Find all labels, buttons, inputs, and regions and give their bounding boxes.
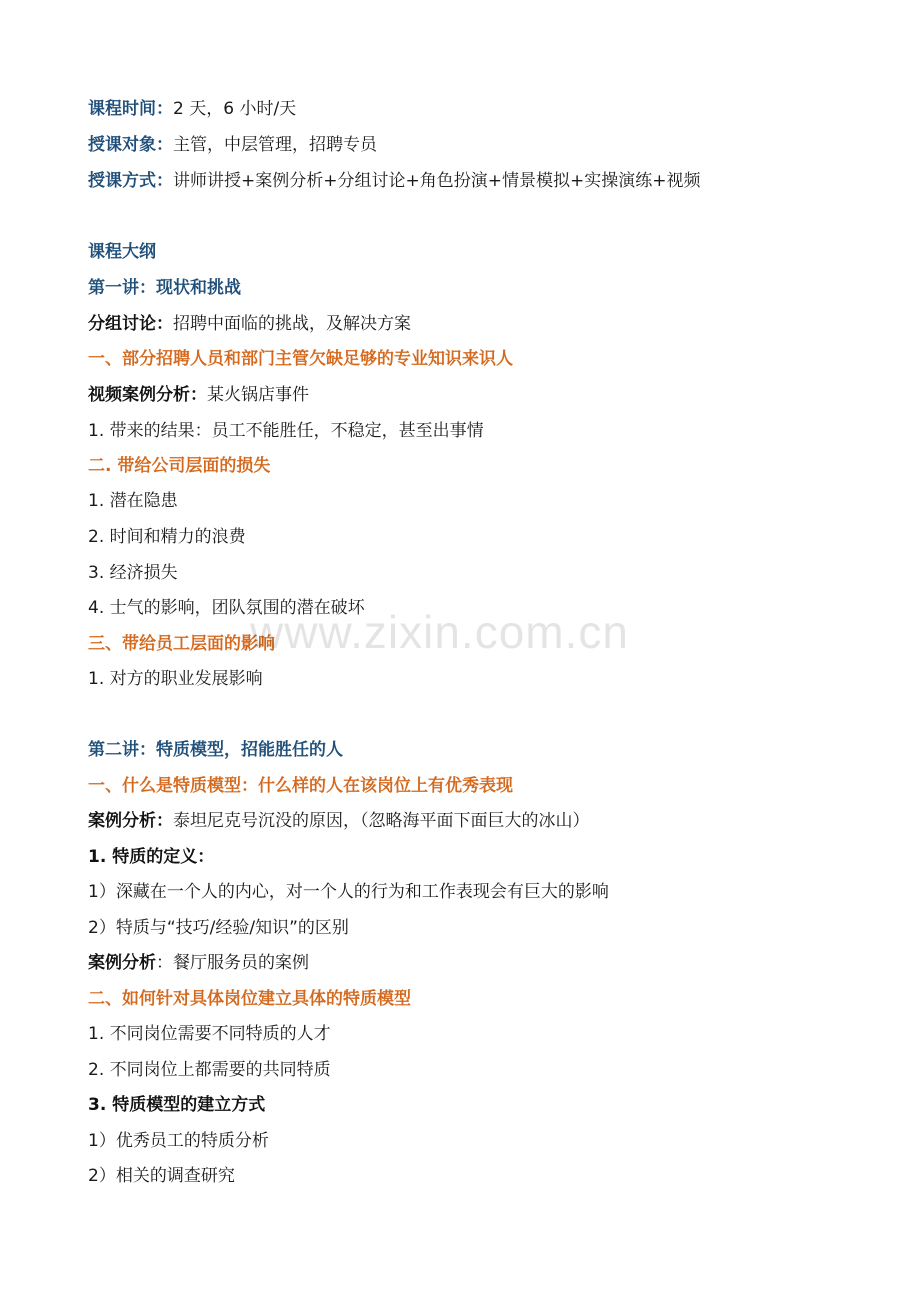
course-time-line bbox=[88, 98, 296, 120]
trait-model-build-heading: 3. 特质模型的建立方式 bbox=[88, 1095, 266, 1115]
list-item: 2. 不同岗位上都需要的共同特质 bbox=[88, 1060, 331, 1080]
group-discussion-label: 分组讨论： bbox=[88, 314, 173, 334]
case-analysis-label-2: 案例分析 bbox=[88, 953, 156, 973]
trait-definition-heading: 1. 特质的定义： bbox=[88, 847, 215, 867]
group-discussion-line bbox=[88, 313, 411, 335]
video-case-line bbox=[88, 384, 309, 406]
list-item: 4. 士气的影响，团队氛围的潜在破坏 bbox=[88, 598, 365, 618]
case-analysis-value: 泰坦尼克号沉没的原因，（忽略海平面下面巨大的冰山） bbox=[173, 811, 590, 831]
method-label: 授课方式： bbox=[88, 171, 173, 191]
audience-value: 主管，中层管理，招聘专员 bbox=[173, 135, 377, 155]
list-item: 1. 不同岗位需要不同特质的人才 bbox=[88, 1024, 331, 1044]
lecture2-section1-heading: 一、什么是特质模型：什么样的人在该岗位上有优秀表现 bbox=[88, 776, 513, 796]
list-item: 2）特质与“技巧/经验/知识”的区别 bbox=[88, 918, 349, 938]
lecture1-section3-heading: 三、带给员工层面的影响 bbox=[88, 634, 275, 654]
case-analysis-value-2: ：餐厅服务员的案例 bbox=[156, 953, 309, 973]
outline-title: 课程大纲 bbox=[88, 242, 156, 262]
lecture2-section2-heading: 二、如何针对具体岗位建立具体的特质模型 bbox=[88, 989, 411, 1009]
list-item: 1）优秀员工的特质分析 bbox=[88, 1131, 269, 1151]
case-analysis-label: 案例分析： bbox=[88, 811, 173, 831]
lecture1-section2-heading: 二. 带给公司层面的损失 bbox=[88, 456, 271, 476]
list-item: 3. 经济损失 bbox=[88, 563, 178, 583]
method-value: 讲师讲授+案例分析+分组讨论+角色扮演+情景模拟+实操演练+视频 bbox=[173, 171, 701, 191]
list-item: 2）相关的调查研究 bbox=[88, 1166, 235, 1186]
list-item: 2. 时间和精力的浪费 bbox=[88, 527, 246, 547]
list-item: 1. 潜在隐患 bbox=[88, 491, 178, 511]
course-time-label: 课程时间： bbox=[88, 99, 173, 119]
lecture2-title: 第二讲：特质模型，招能胜任的人 bbox=[88, 740, 343, 760]
list-item: 1. 对方的职业发展影响 bbox=[88, 669, 263, 689]
list-item: 1）深藏在一个人的内心，对一个人的行为和工作表现会有巨大的影响 bbox=[88, 882, 609, 902]
course-time-value: 2 天，6 小时/天 bbox=[173, 99, 297, 119]
watermark: www.zixin.com.cn bbox=[250, 606, 629, 658]
method-line bbox=[88, 170, 700, 192]
case-analysis-line-2 bbox=[88, 952, 309, 974]
group-discussion-value: 招聘中面临的挑战，及解决方案 bbox=[173, 314, 411, 334]
lecture1-title: 第一讲：现状和挑战 bbox=[88, 278, 241, 298]
video-case-label: 视频案例分析： bbox=[88, 385, 207, 405]
audience-label: 授课对象： bbox=[88, 135, 173, 155]
case-analysis-line bbox=[88, 810, 590, 832]
video-case-value: 某火锅店事件 bbox=[207, 385, 309, 405]
audience-line bbox=[88, 134, 377, 156]
lecture1-section1-heading: 一、部分招聘人员和部门主管欠缺足够的专业知识来识人 bbox=[88, 349, 513, 369]
list-item: 1. 带来的结果：员工不能胜任，不稳定，甚至出事情 bbox=[88, 421, 484, 441]
